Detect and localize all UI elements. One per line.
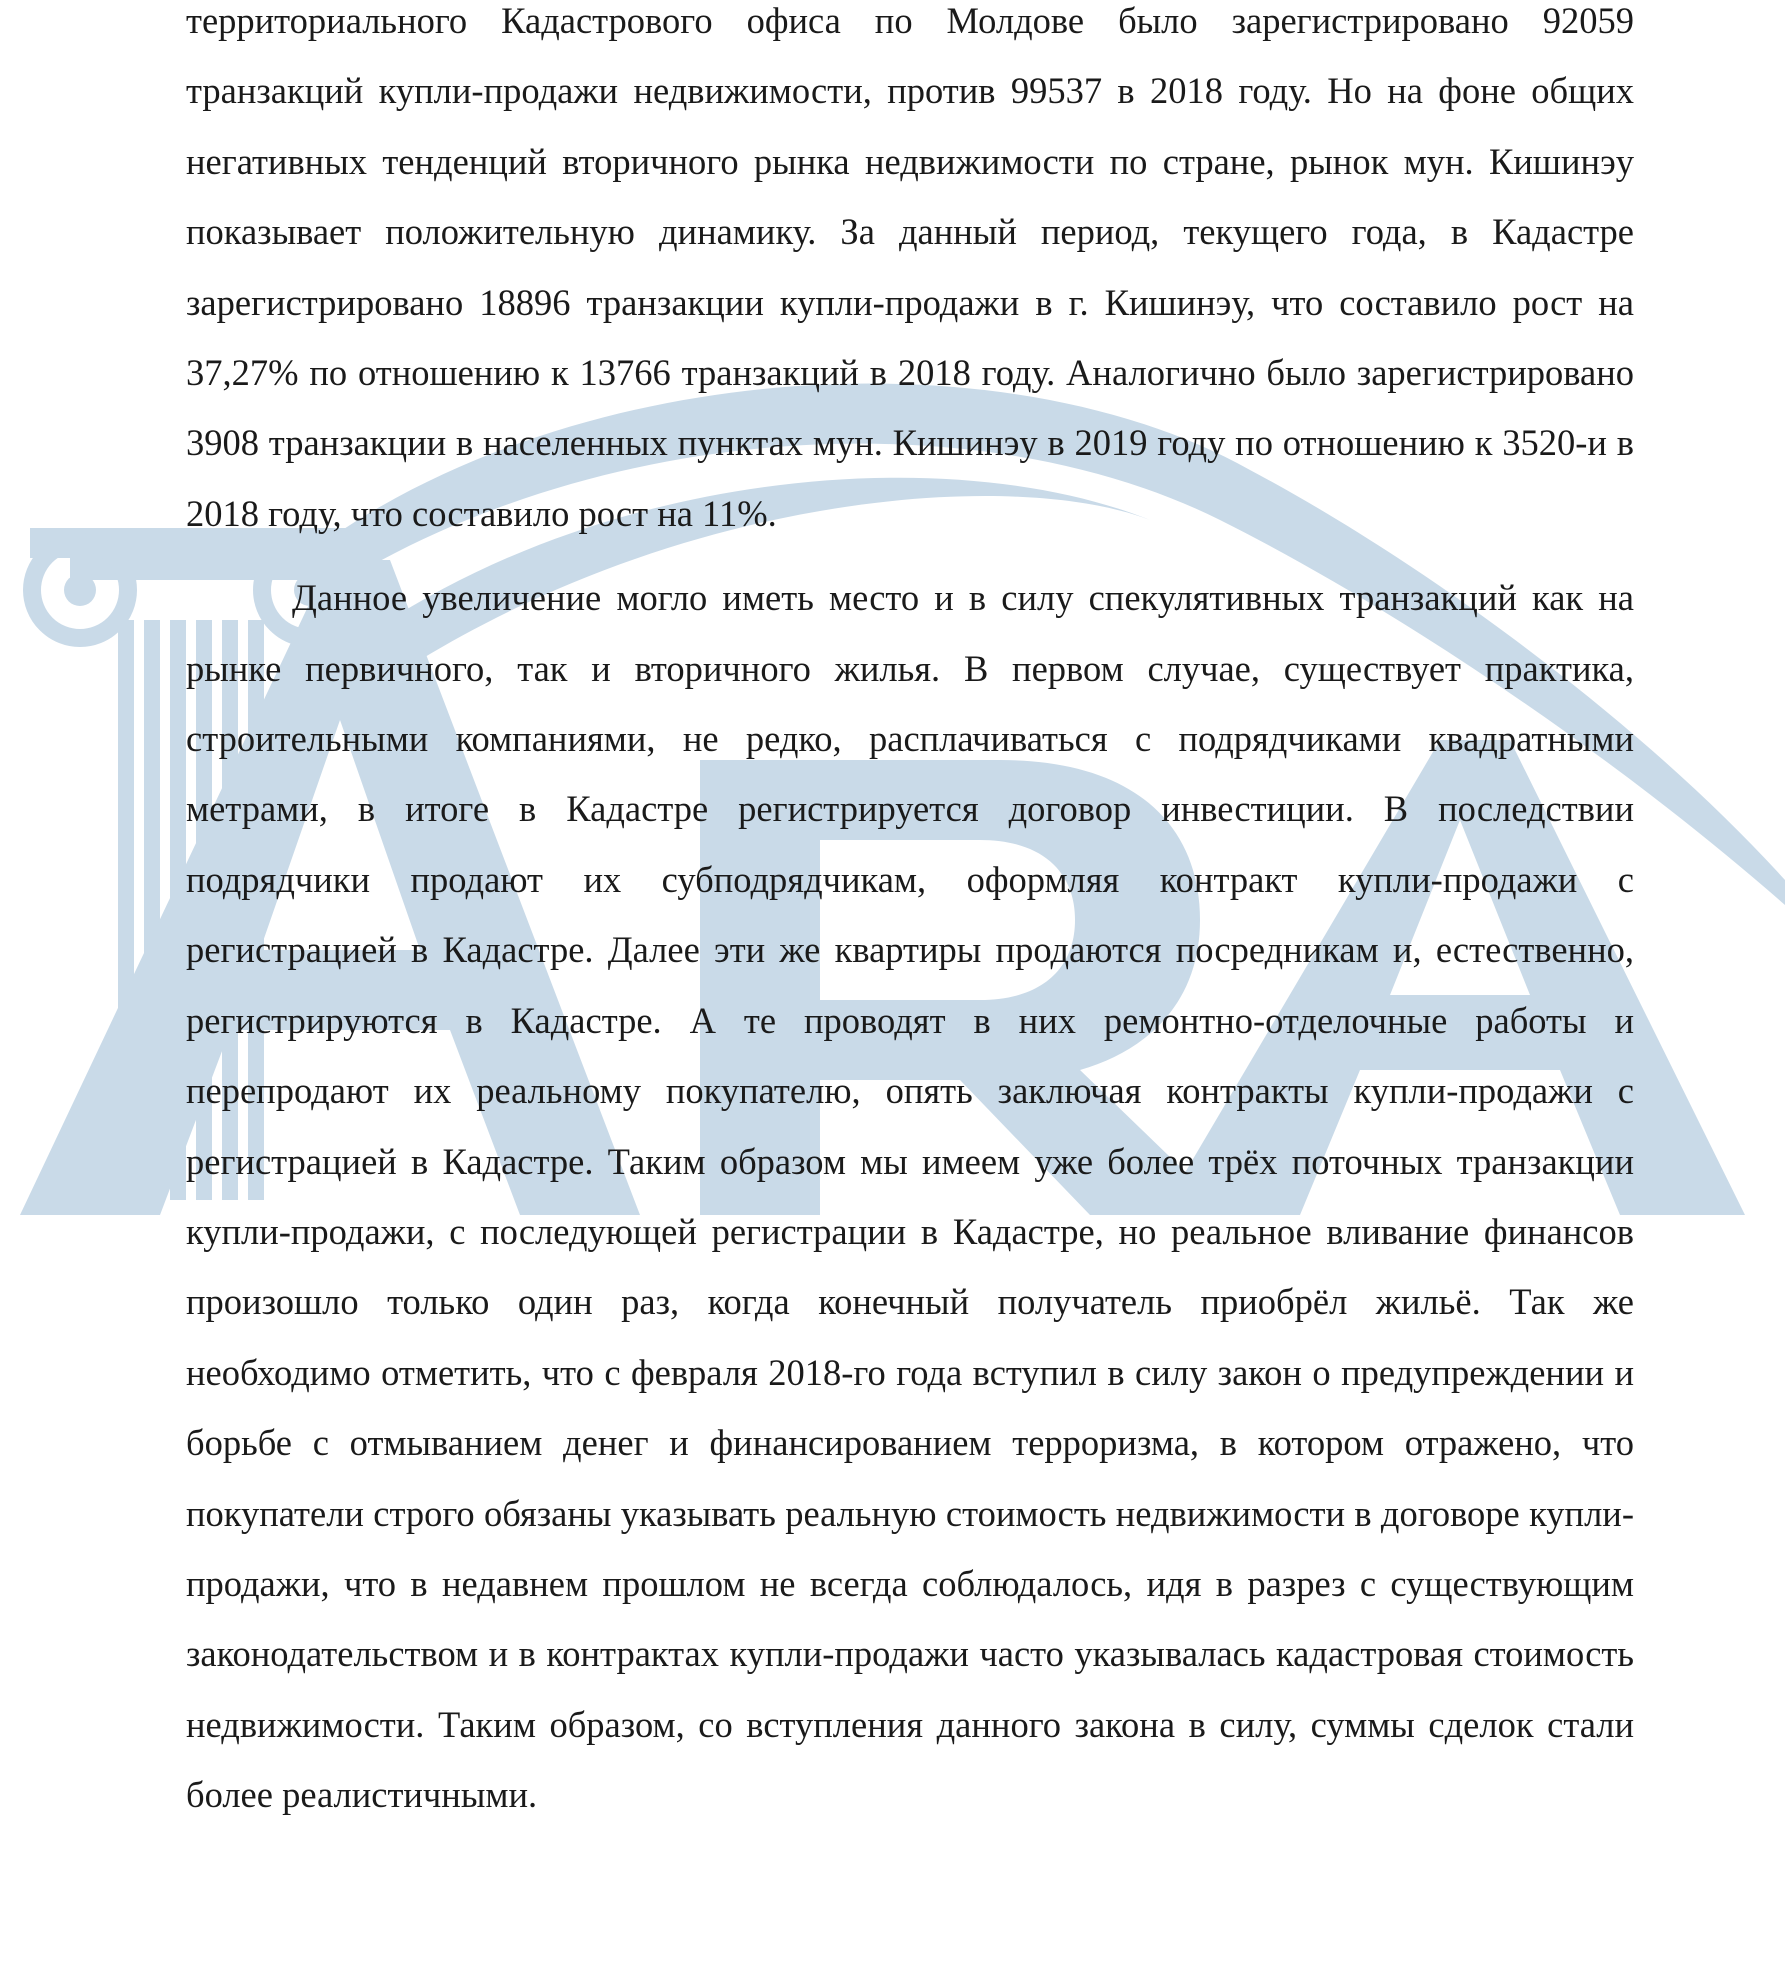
document-body [186, 0, 1634, 1845]
paragraph-2: Данное увеличение могло иметь место и в силу спекулятивных транзакций как на рынке первичного, так и вторичного жилья. В первом случае, существует практика, строительными компаниями, не редко, расплачиваться с подрядчиками квадратными метрами, в итоге в Кадастре регистрируется договор инвестиции. В последствии подрядчики продают их субподрядчикам, оформляя контракт купли-продажи с регистрацией в Кадастре. Далее эти же квартиры продаются посредникам и, естественно, регистрируются в Кадастре. А те проводят в них ремонтно-отделочные работы и перепродают их реальному покупателю, опять заключая контракты купли-продажи с регистрацией в Кадастре. Таким образом мы имеем уже более трёх поточных транзакции купли-продажи, с последующей регистрации в Кадастре, но реальное вливание финансов произошло только один раз, когда конечный получатель приобрёл жильё. Так же необходимо отметить, что с февраля 2018-го года вступил в силу закон о предупреждении и борьбе с отмыванием денег и финансированием терроризма, в котором отражено, что покупатели строго обязаны указывать реальную стоимость недвижимости в договоре купли-продажи, что в недавнем прошлом не всегда соблюдалось, идя в разрез с существующим законодательством и в контрактах купли-продажи часто указывалась кадастровая стоимость недвижимости. Таким образом, со вступления данного закона в силу, суммы сделок стали более реалистичными. [186, 577, 1634, 1816]
paragraph-1: территориального Кадастрового офиса по Молдове было зарегистрировано 92059 транзакций купли-продажи недвижимости, против 99537 в 2018 году. Но на фоне общих негативных тенденций вторичного рынка недвижимости по стране, рынок мун. Кишинэу показывает положительную динамику. За данный период, текущего года, в Кадастре зарегистрировано 18896 транзакции купли-продажи в г. Кишинэу, что составило рост на 37,27% по отношению к 13766 транзакций в 2018 году. Аналогично было зарегистрировано 3908 транзакции в населенных пунктах мун. Кишинэу в 2019 году по отношению к 3520-и в 2018 году, что составило рост на 11%. [186, 0, 1634, 534]
